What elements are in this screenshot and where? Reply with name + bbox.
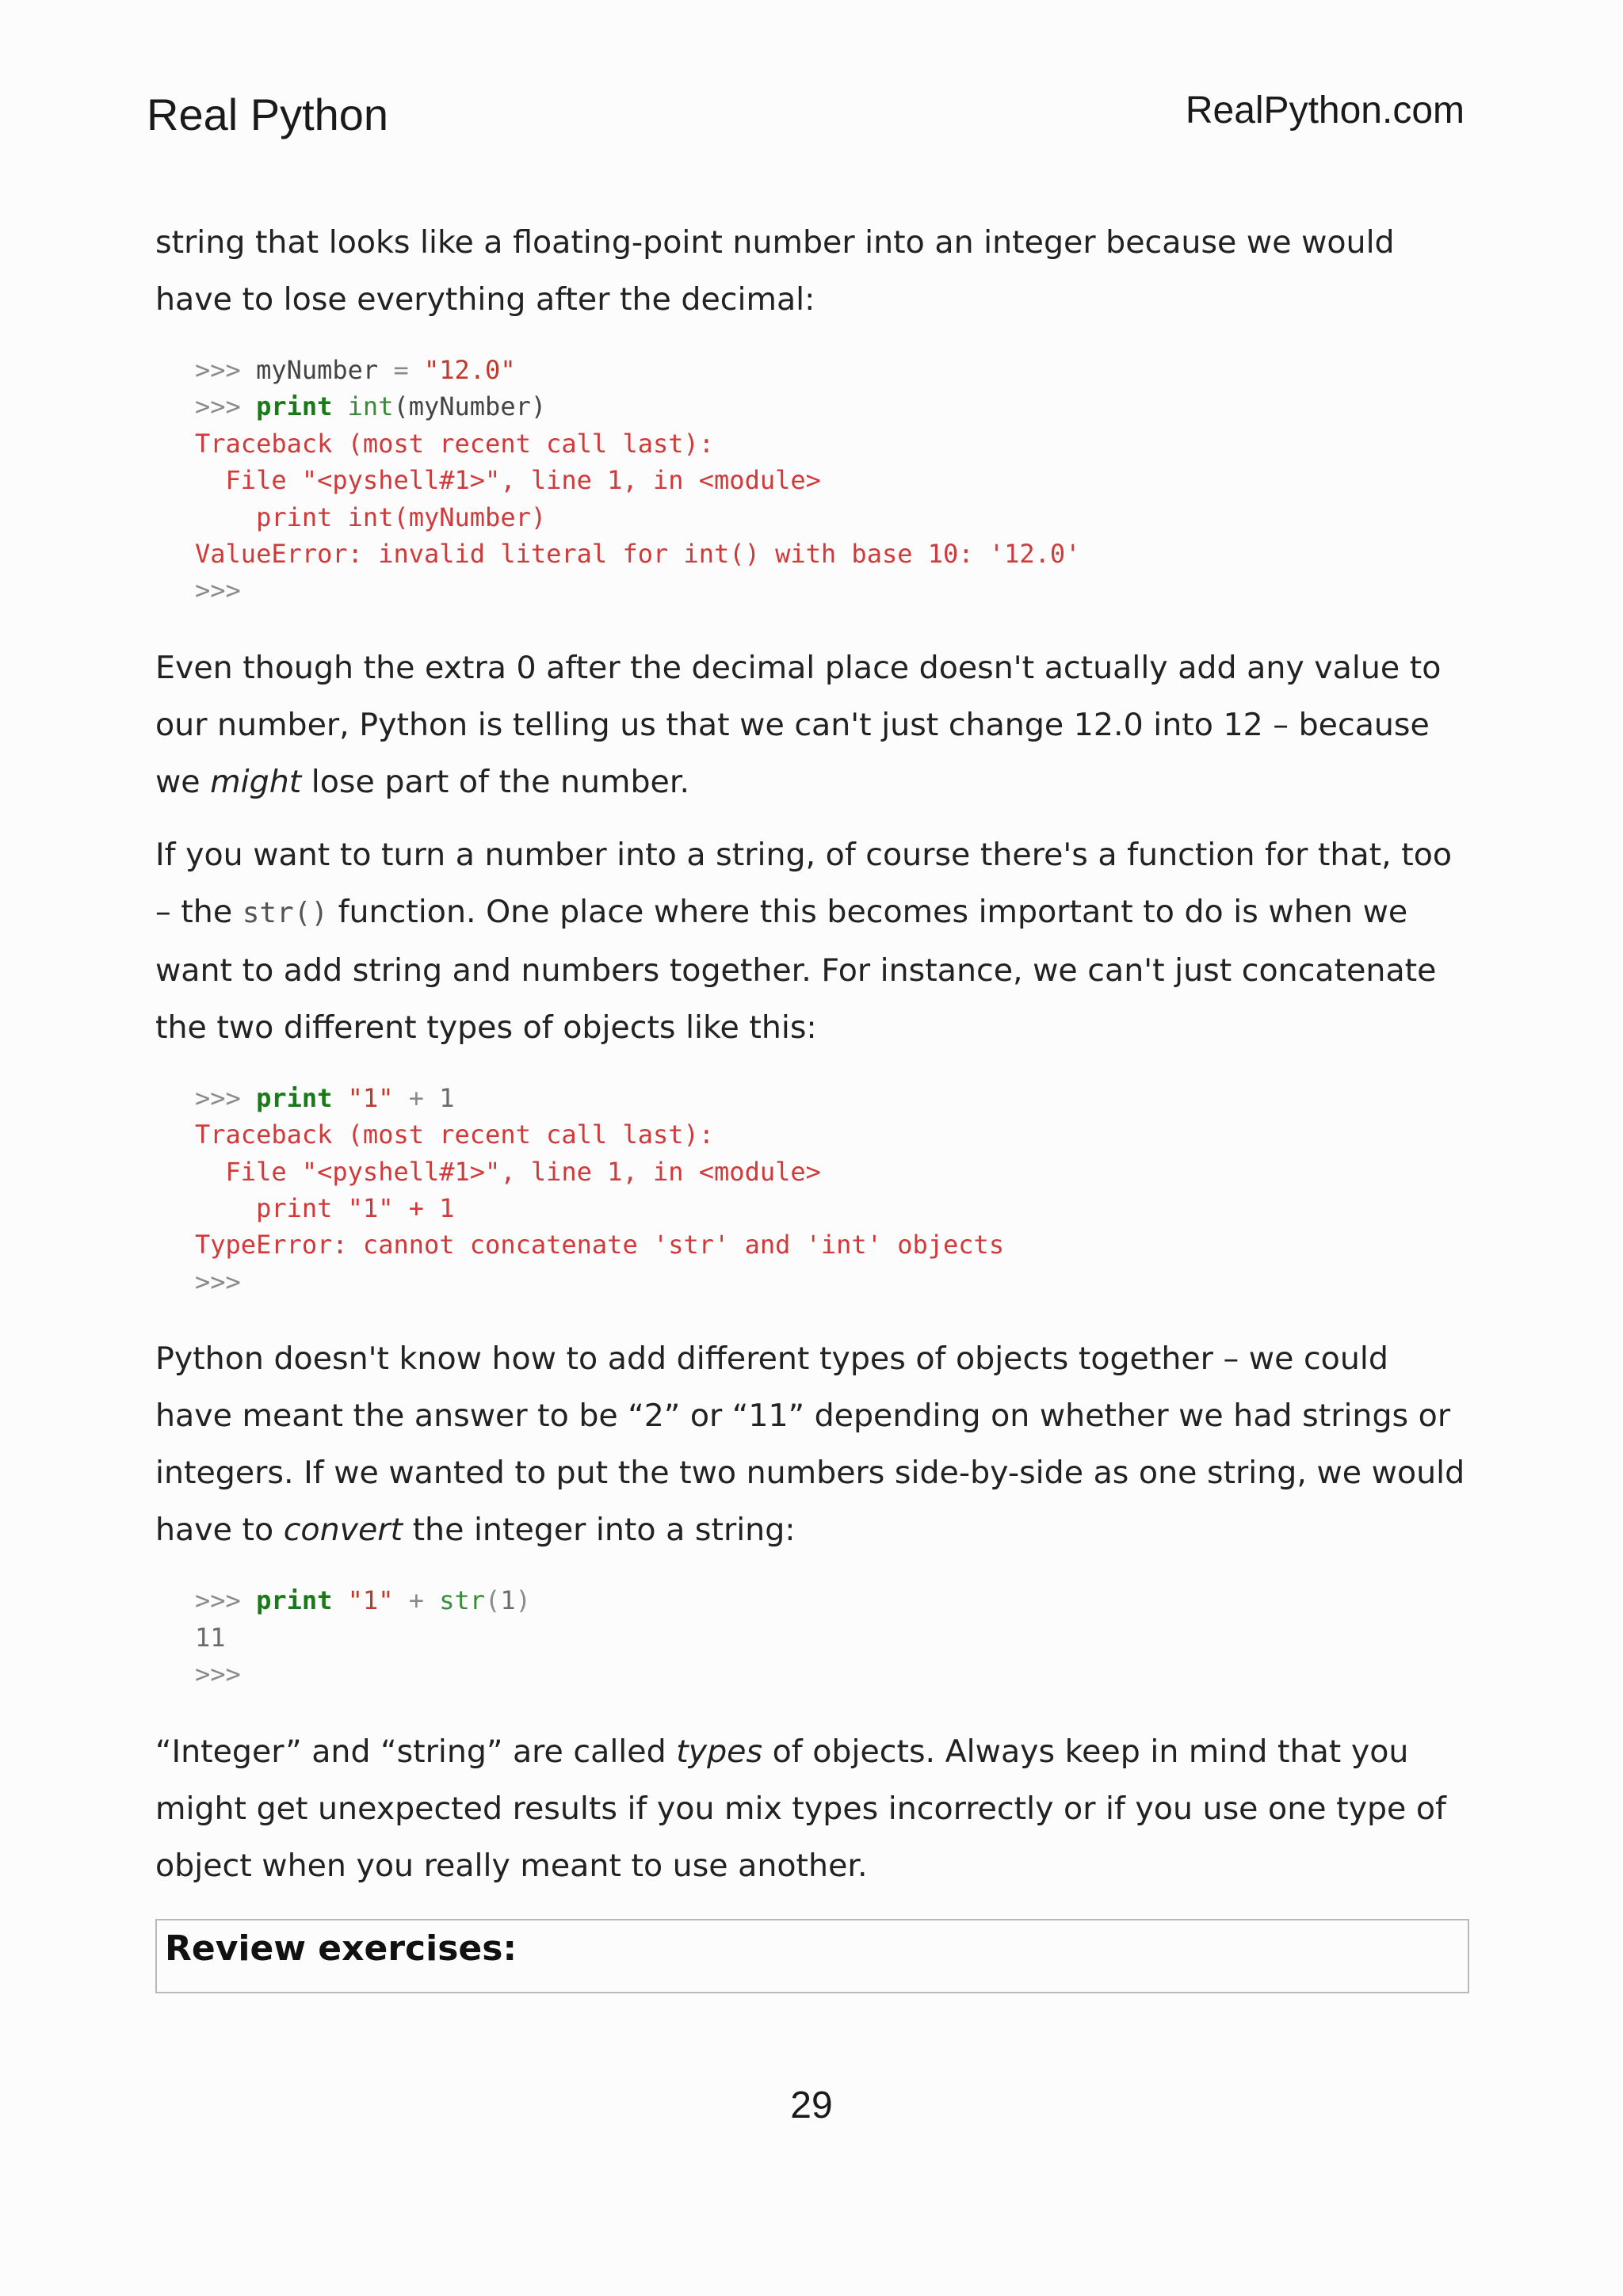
code-block-3 bbox=[195, 1582, 1471, 1692]
paragraph-3 bbox=[155, 826, 1471, 1056]
prompt: >>> bbox=[195, 575, 241, 606]
code-block-2 bbox=[195, 1080, 1471, 1300]
review-exercises-heading: Review exercises: bbox=[165, 1928, 517, 1969]
paragraph-2-emphasis: might bbox=[210, 763, 302, 800]
paragraph-4-text-a: Python doesn't know how to add different types of objects together – we could have meant the answer to be “2” or “11” depending on whether we had strings or integers. If we wanted to put the two numbers side-by-side as one string, we would have to bbox=[155, 1341, 1465, 1549]
code-var: myNumber bbox=[256, 355, 379, 385]
traceback-source-line: print int(myNumber) bbox=[195, 502, 547, 532]
code-keyword: print bbox=[256, 1082, 333, 1113]
header-site-link[interactable]: RealPython.com bbox=[1185, 90, 1465, 132]
code-number: 1 bbox=[439, 1082, 455, 1113]
code-builtin: int bbox=[347, 391, 394, 422]
page-number: 29 bbox=[790, 2084, 833, 2126]
prompt: >>> bbox=[195, 1585, 241, 1616]
traceback-line: Traceback (most recent call last): bbox=[195, 1119, 715, 1150]
traceback-file-line: File "<pyshell#1>", line 1, in <module> bbox=[195, 1156, 821, 1187]
traceback-line: Traceback (most recent call last): bbox=[195, 428, 715, 459]
paragraph-3-text-a: If you want to turn a number into a string, of course there's a function for that, too – the bbox=[155, 836, 1453, 930]
paragraph-4-emphasis: convert bbox=[283, 1512, 403, 1549]
code-op: = bbox=[393, 355, 409, 385]
code-paren: ) bbox=[515, 1585, 531, 1616]
traceback-source-line: print "1" + 1 bbox=[195, 1193, 455, 1224]
code-string: "12.0" bbox=[423, 355, 516, 385]
code-args: (myNumber) bbox=[393, 391, 547, 422]
paragraph-5 bbox=[155, 1723, 1471, 1894]
code-output: 11 bbox=[195, 1622, 226, 1653]
paragraph-2 bbox=[155, 639, 1471, 810]
paragraph-1: string that looks like a floating-point number into an integer because we would have to lose everything after the decimal: bbox=[155, 224, 1395, 318]
code-paren: ( bbox=[485, 1585, 501, 1616]
code-number: 1 bbox=[500, 1585, 516, 1616]
traceback-file-line: File "<pyshell#1>", line 1, in <module> bbox=[195, 465, 821, 496]
paragraph-5-text-b: of objects. Always keep in mind that you might get unexpected results if you mix types incorrectly or if you use one type of object when you really meant to use another. bbox=[155, 1733, 1446, 1884]
paragraph-4 bbox=[155, 1330, 1471, 1558]
paragraph-4-text-b: the integer into a string: bbox=[403, 1512, 796, 1549]
prompt: >>> bbox=[195, 355, 241, 385]
code-string: "1" bbox=[347, 1585, 394, 1616]
prompt: >>> bbox=[195, 1659, 241, 1690]
paragraph-5-text-a: “Integer” and “string” are called bbox=[155, 1733, 677, 1770]
code-op: + bbox=[408, 1082, 424, 1113]
page-content bbox=[155, 214, 1471, 1910]
error-message: TypeError: cannot concatenate 'str' and 'int' objects bbox=[195, 1230, 1005, 1261]
code-builtin: str bbox=[439, 1585, 486, 1616]
review-exercises-box bbox=[155, 1919, 1469, 1993]
paragraph-2-text-a: Even though the extra 0 after the decimal place doesn't actually add any value to our number, Python is telling us that we can't just change 12.0 into 12 – because we bbox=[155, 649, 1442, 800]
paragraph-2-text-b: lose part of the number. bbox=[301, 763, 690, 800]
prompt: >>> bbox=[195, 1082, 241, 1113]
code-string: "1" bbox=[347, 1082, 394, 1113]
error-message: ValueError: invalid literal for int() with base 10: '12.0' bbox=[195, 539, 1081, 570]
header-title: Real Python bbox=[147, 90, 389, 139]
code-keyword: print bbox=[256, 391, 333, 422]
paragraph-3-text-b: function. One place where this becomes important to do is when we want to add string and numbers together. For instance, we can't just concatenate the two different types of objects like this: bbox=[155, 893, 1437, 1046]
inline-code-str: str() bbox=[242, 896, 329, 929]
code-block-1 bbox=[195, 352, 1471, 609]
code-op: + bbox=[408, 1585, 424, 1616]
paragraph-5-emphasis: types bbox=[676, 1733, 763, 1770]
prompt: >>> bbox=[195, 1266, 241, 1297]
prompt: >>> bbox=[195, 391, 241, 422]
code-keyword: print bbox=[256, 1585, 333, 1616]
